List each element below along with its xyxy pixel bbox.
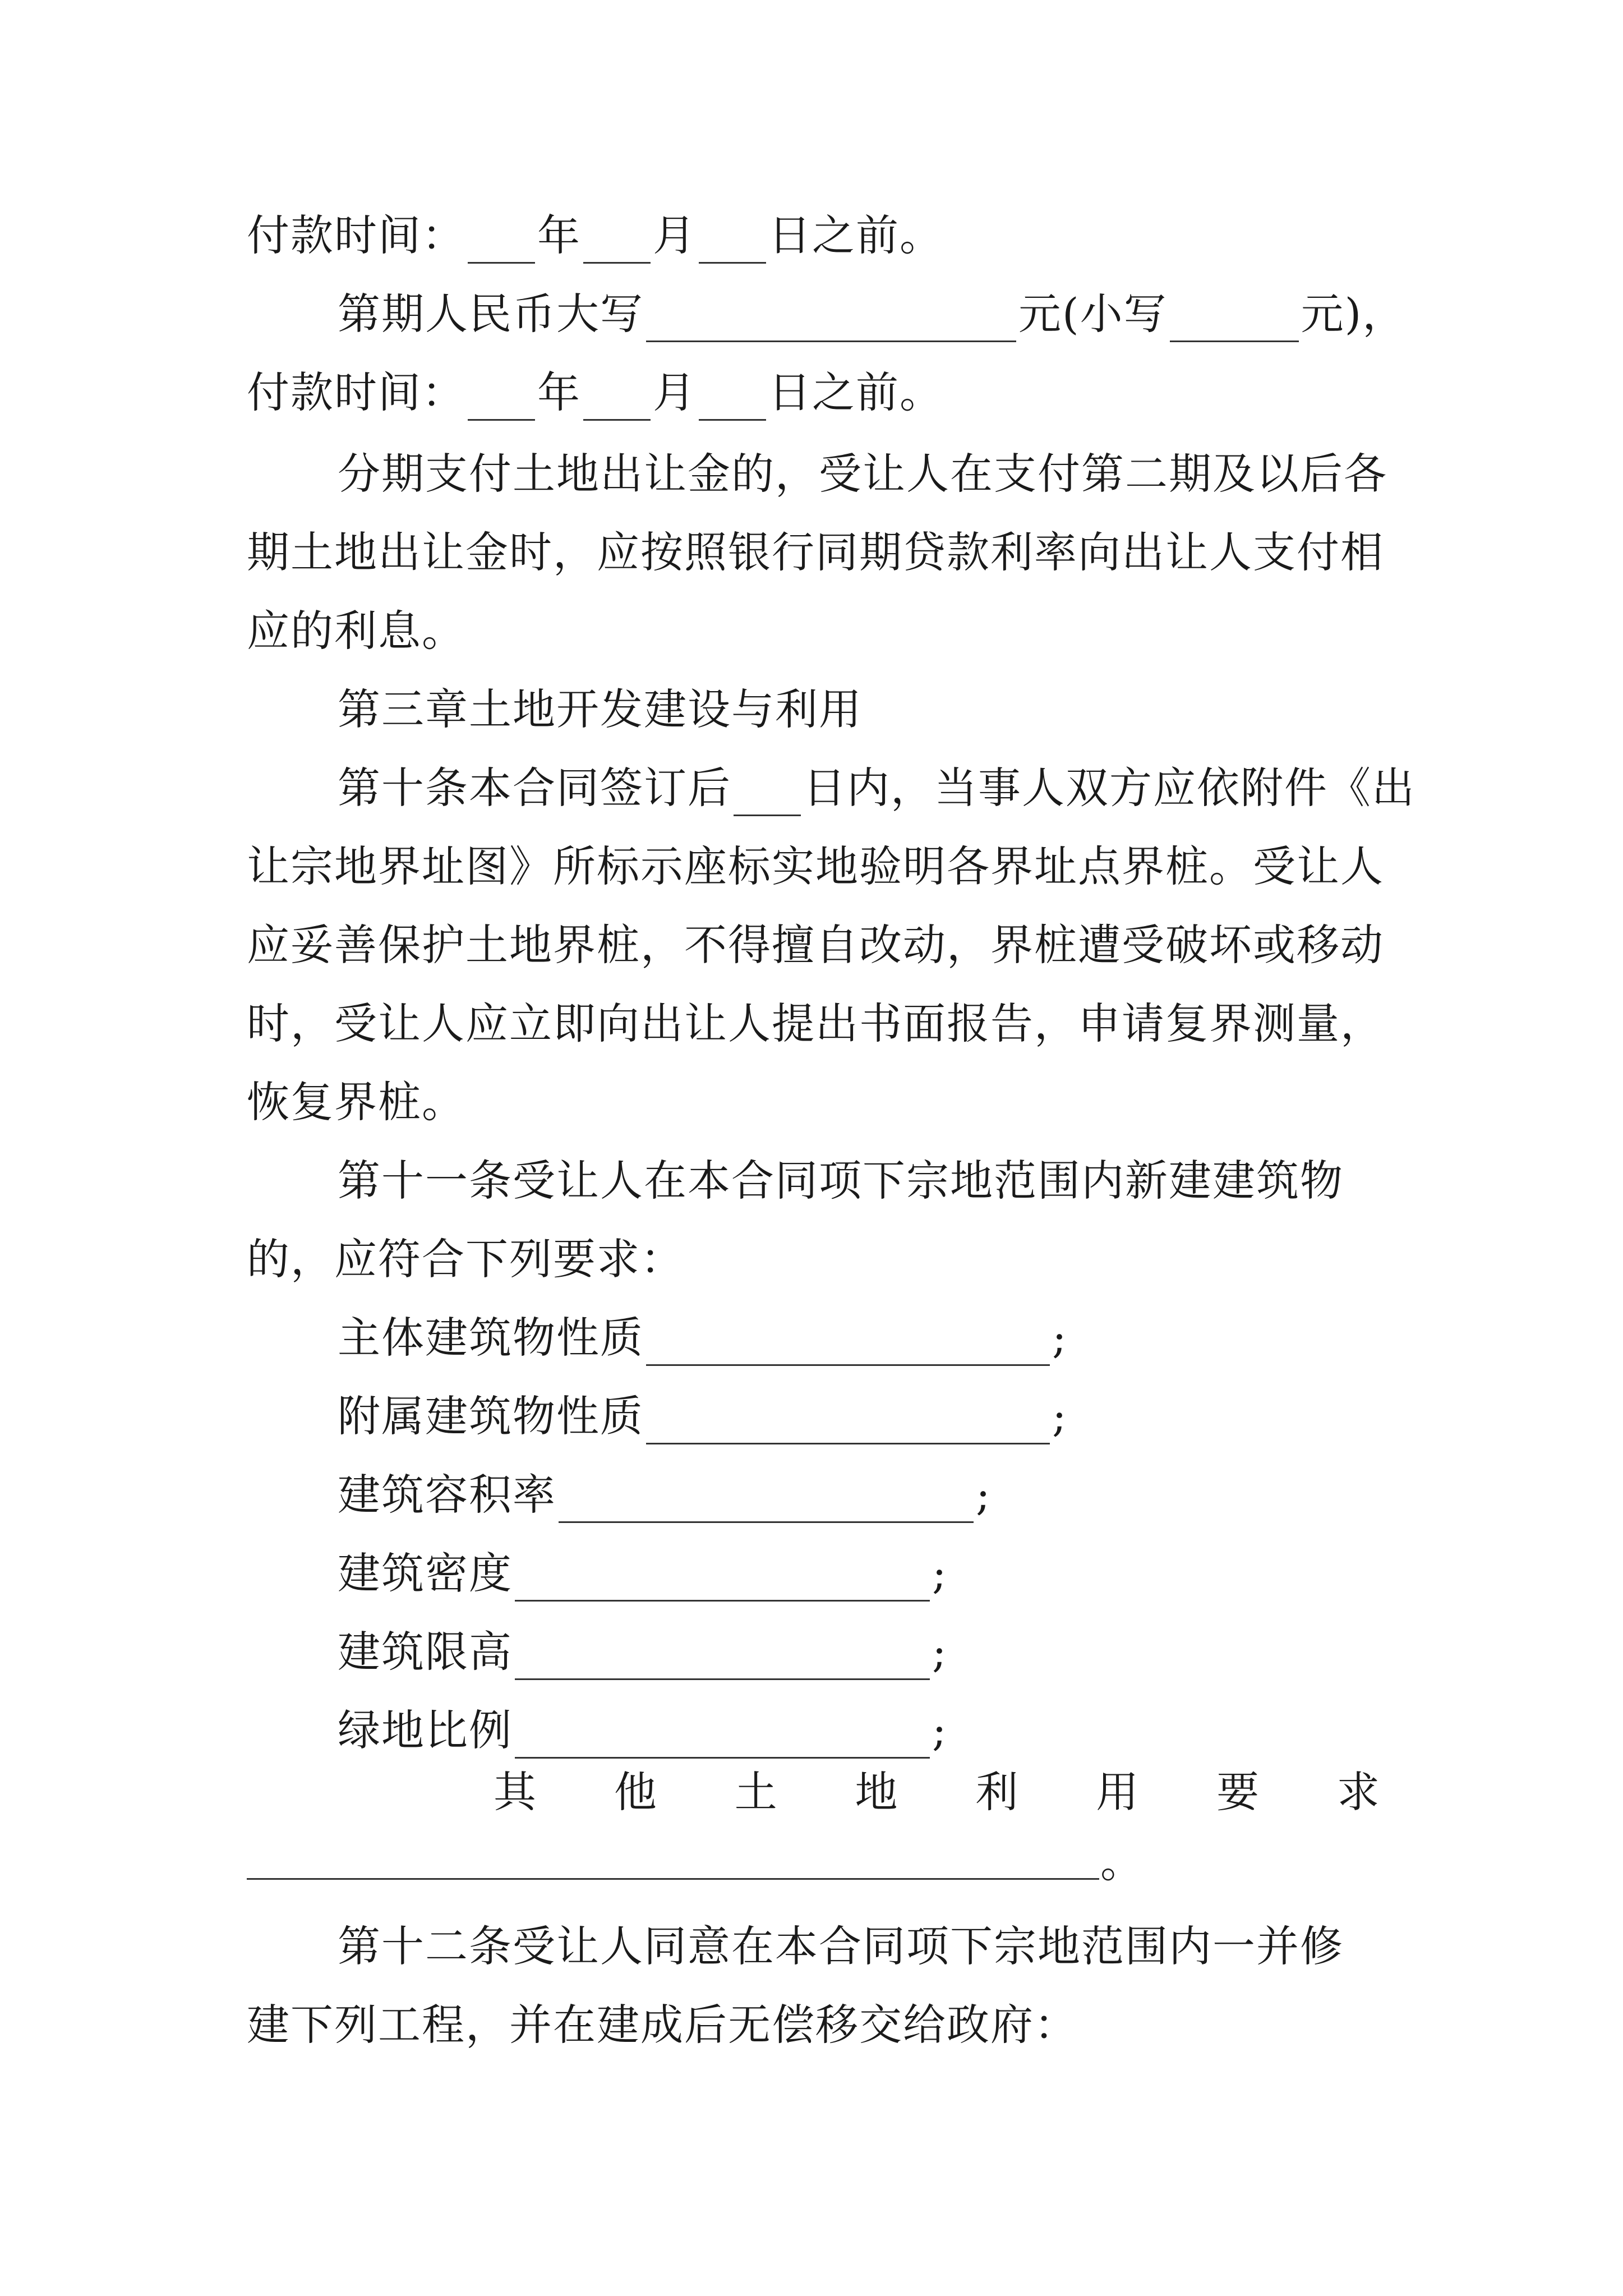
paragraph-line: 期土地出让金时，应按照银行同期贷款利率向出让人支付相 (247, 527, 1384, 577)
semicolon: ; (932, 1548, 948, 1598)
paragraph-line: 应妥善保护土地界桩，不得擅自改动，界桩遭受破坏或移动 (247, 920, 1384, 970)
field-label: 绿地比例 (338, 1705, 513, 1755)
year-blank[interactable] (468, 379, 535, 421)
month-blank[interactable] (583, 222, 651, 264)
main-building-blank[interactable] (646, 1324, 1050, 1366)
paragraph-line: 恢复界桩。 (247, 1077, 465, 1127)
semicolon: ; (976, 1470, 992, 1520)
paragraph-line: 分期支付土地出让金的，受让人在支付第二期及以后各 (338, 449, 1387, 499)
paragraph-line: 的，应符合下列要求： (247, 1234, 684, 1284)
lowercase-label: 元(小写 (1018, 289, 1168, 339)
form-field-height-limit (338, 1624, 948, 1680)
day-blank[interactable] (699, 222, 766, 264)
req-char: 土 (734, 1767, 777, 1817)
installment-label: 第期人民币大写 (338, 289, 644, 339)
article-ten-text-cont: 日内，当事人双方应依附件《出 (803, 763, 1415, 813)
semicolon: ; (1052, 1313, 1068, 1363)
year-blank[interactable] (468, 222, 535, 264)
form-field-auxiliary-building (338, 1388, 1068, 1444)
semicolon: ; (932, 1705, 948, 1755)
payment-time-label: 付款时间： (247, 367, 465, 417)
other-land-use-requirements-label (494, 1764, 1380, 1820)
field-label: 建筑密度 (338, 1548, 513, 1598)
semicolon: ; (932, 1627, 948, 1677)
paragraph-line: 应的利息。 (247, 606, 465, 656)
payment-time-line-2 (247, 365, 943, 421)
day-blank[interactable] (699, 379, 766, 421)
form-field-main-building (338, 1310, 1068, 1366)
height-limit-blank[interactable] (515, 1638, 930, 1680)
year-label: 年 (537, 210, 581, 260)
month-blank[interactable] (583, 379, 651, 421)
field-label: 主体建筑物性质 (338, 1313, 644, 1363)
field-label: 附属建筑物性质 (338, 1391, 644, 1441)
req-char: 利 (975, 1767, 1018, 1817)
form-field-plot-ratio (338, 1467, 992, 1523)
paragraph-line: 第十一条受让人在本合同项下宗地范围内新建建筑物 (338, 1156, 1344, 1205)
year-label: 年 (537, 367, 581, 417)
req-char: 用 (1096, 1767, 1139, 1817)
yuan-label: 元)， (1301, 289, 1407, 339)
paragraph-line: 让宗地界址图》所标示座标实地验明各界址点界桩。受让人 (247, 841, 1384, 891)
field-label: 建筑限高 (338, 1627, 513, 1677)
amount-digits-blank[interactable] (1170, 300, 1299, 342)
green-ratio-blank[interactable] (515, 1717, 930, 1759)
payment-time-line-1 (247, 208, 943, 264)
month-label: 月 (653, 367, 697, 417)
chapter-heading: 第三章土地开发建设与利用 (338, 684, 863, 734)
req-char: 要 (1216, 1767, 1260, 1817)
amount-words-blank[interactable] (646, 300, 1016, 342)
payment-time-label: 付款时间： (247, 210, 465, 260)
auxiliary-building-blank[interactable] (646, 1402, 1050, 1444)
paragraph-line: 建下列工程，并在建成后无偿移交给政府： (247, 2000, 1078, 2050)
field-label: 建筑容积率 (338, 1470, 556, 1520)
article-ten-text: 第十条本合同签订后 (338, 763, 731, 813)
period: 。 (1100, 1837, 1143, 1887)
days-blank[interactable] (734, 774, 801, 816)
other-requirements-blank[interactable] (247, 1876, 1099, 1880)
plot-ratio-blank[interactable] (559, 1481, 974, 1523)
day-label: 日之前。 (768, 210, 943, 260)
day-label: 日之前。 (768, 367, 943, 417)
req-char: 求 (1336, 1767, 1380, 1817)
form-field-green-ratio (338, 1703, 948, 1759)
semicolon: ; (1052, 1391, 1068, 1441)
month-label: 月 (653, 210, 697, 260)
building-density-blank[interactable] (515, 1559, 930, 1602)
installment-amount-line (338, 286, 1406, 342)
req-char: 他 (614, 1767, 657, 1817)
form-field-building-density (338, 1545, 948, 1602)
req-char: 其 (494, 1767, 536, 1817)
paragraph-line: 时，受让人应立即向出让人提出书面报告，申请复界测量， (247, 999, 1384, 1048)
paragraph-line: 第十二条受让人同意在本合同项下宗地范围内一并修 (338, 1921, 1344, 1971)
req-char: 地 (855, 1767, 898, 1817)
article-ten-line (338, 760, 1415, 816)
